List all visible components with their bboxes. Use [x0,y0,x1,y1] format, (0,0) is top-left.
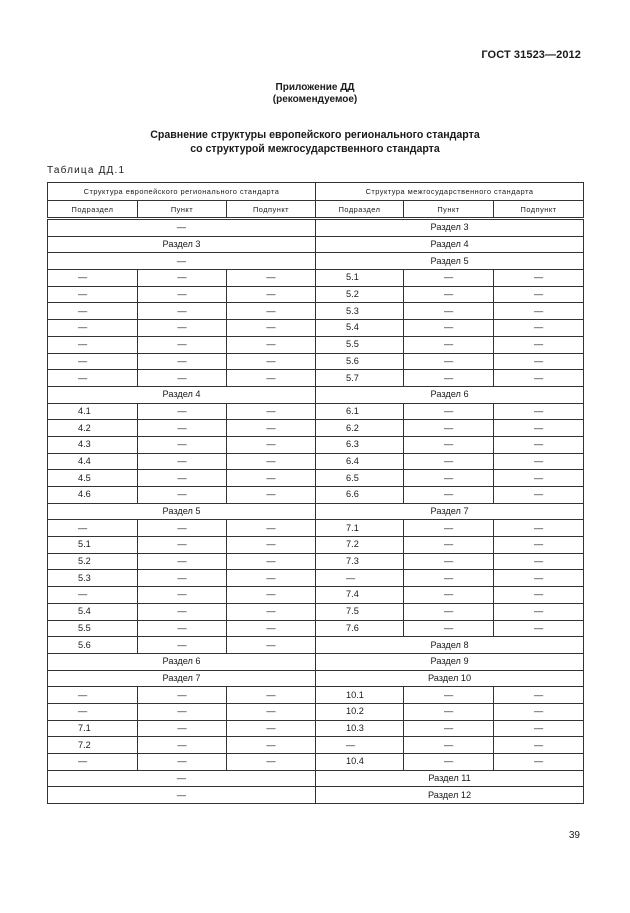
table-cell: — [404,403,494,420]
table-cell: — [404,286,494,303]
table-cell: — [138,487,227,504]
table-cell: 5.4 [316,320,404,337]
table-row [48,303,584,320]
table-cell: — [227,270,316,287]
table-cell: — [404,487,494,504]
table-cell: — [494,587,584,604]
table-cell: — [138,336,227,353]
table-cell: — [227,737,316,754]
table-cell: — [138,537,227,554]
table-row [48,553,584,570]
table-cell: — [227,487,316,504]
table-cell: — [138,620,227,637]
table-cell: — [227,537,316,554]
table-cell: — [48,320,138,337]
table-row [48,270,584,287]
table-cell: — [138,370,227,387]
table-cell: — [494,737,584,754]
table-cell: Раздел 7 [48,670,316,687]
table-row [48,453,584,470]
table-row [48,670,584,687]
table-cell: — [494,303,584,320]
table-cell: — [227,353,316,370]
table-cell: 7.1 [48,720,138,737]
table-cell: Раздел 6 [48,653,316,670]
table-cell: — [227,603,316,620]
column-header: Подпункт [494,201,584,219]
table-cell: — [227,336,316,353]
table-row [48,253,584,270]
table-cell: Раздел 7 [316,503,584,520]
table-cell: — [494,703,584,720]
table-cell: — [227,620,316,637]
table-cell: 4.5 [48,470,138,487]
table-cell: — [138,470,227,487]
table-cell: 7.1 [316,520,404,537]
table-cell: 7.2 [48,737,138,754]
table-cell: — [404,620,494,637]
table-cell: 5.5 [48,620,138,637]
table-row [48,787,584,804]
table-cell: 5.7 [316,370,404,387]
table-cell: — [48,353,138,370]
table-cell: — [494,453,584,470]
table-cell: — [494,720,584,737]
table-cell: 7.2 [316,537,404,554]
table-cell: — [494,470,584,487]
table-cell: — [494,754,584,771]
table-cell: Раздел 4 [316,236,584,253]
table-row [48,770,584,787]
table-cell: 10.4 [316,754,404,771]
table-cell: 4.6 [48,487,138,504]
table-row [48,653,584,670]
table-cell: — [48,703,138,720]
table-row [48,436,584,453]
table-cell: Раздел 8 [316,637,584,654]
table-cell: — [404,587,494,604]
table-cell: — [494,353,584,370]
table-cell: — [227,720,316,737]
table-cell: — [227,286,316,303]
table-cell: 5.1 [48,537,138,554]
table-cell: — [138,553,227,570]
table-cell: — [494,403,584,420]
table-cell: Раздел 3 [316,219,584,237]
table-row [48,370,584,387]
table-cell: — [404,320,494,337]
table-cell: — [404,754,494,771]
table-cell: 6.2 [316,420,404,437]
comparison-title-line2: со структурой межгосударственного стандарта [190,143,440,155]
document-code: ГОСТ 31523—2012 [481,49,581,61]
table-row [48,537,584,554]
table-cell: — [227,436,316,453]
table-cell: 6.5 [316,470,404,487]
table-cell: — [227,687,316,704]
table-cell: Раздел 5 [48,503,316,520]
comparison-heading [0,128,630,156]
table-row [48,754,584,771]
table-cell: — [404,520,494,537]
table-cell: 4.2 [48,420,138,437]
table-cell: — [404,570,494,587]
table-cell: 7.3 [316,553,404,570]
table-cell: 4.4 [48,453,138,470]
table-cell: 6.1 [316,403,404,420]
table-cell: 5.6 [316,353,404,370]
table-cell: — [138,436,227,453]
table-cell: — [404,336,494,353]
table-cell: — [138,703,227,720]
table-cell: Раздел 10 [316,670,584,687]
table-cell: 7.4 [316,587,404,604]
table-cell: — [48,770,316,787]
table-cell: — [494,370,584,387]
table-cell: — [227,303,316,320]
table-row [48,487,584,504]
table-cell: — [48,303,138,320]
table-cell: 7.6 [316,620,404,637]
table-cell: — [404,303,494,320]
table-cell: 4.3 [48,436,138,453]
table-row [48,219,584,237]
table-row [48,336,584,353]
table-cell: — [494,270,584,287]
table-cell: — [494,336,584,353]
table-cell: — [494,520,584,537]
table-cell: 10.3 [316,720,404,737]
table-cell: Раздел 9 [316,653,584,670]
table-cell: 7.5 [316,603,404,620]
table-cell: Раздел 5 [316,253,584,270]
table-cell: Раздел 12 [316,787,584,804]
structure-comparison-table [47,182,584,804]
group-header-interstate: Структура межгосударственного стандарта [316,183,584,201]
table-cell: — [138,687,227,704]
table-cell: 5.2 [316,286,404,303]
table-body [48,219,584,804]
table-cell: — [404,537,494,554]
table-cell: — [227,420,316,437]
table-cell: — [227,703,316,720]
table-cell: 5.6 [48,637,138,654]
table-cell: — [404,370,494,387]
table-cell: 5.4 [48,603,138,620]
table-cell: — [404,720,494,737]
table-cell: — [138,353,227,370]
table-row [48,286,584,303]
table-cell: — [138,720,227,737]
table-cell: — [227,320,316,337]
table-cell: 5.5 [316,336,404,353]
table-cell: — [404,470,494,487]
table-cell: — [494,537,584,554]
table-row [48,236,584,253]
table-cell: — [494,487,584,504]
table-row [48,520,584,537]
table-row [48,420,584,437]
table-cell: — [494,620,584,637]
table-cell: Раздел 4 [48,386,316,403]
table-row [48,353,584,370]
table-cell: — [227,570,316,587]
table-cell: — [227,470,316,487]
table-cell: — [494,320,584,337]
table-cell: — [404,703,494,720]
table-cell: 10.2 [316,703,404,720]
table-cell: — [48,336,138,353]
annex-heading [0,82,630,106]
table-cell: — [138,420,227,437]
table-cell: 5.2 [48,553,138,570]
table-cell: 5.3 [316,303,404,320]
table-cell: — [316,570,404,587]
table-row [48,570,584,587]
table-cell: — [138,403,227,420]
table-cell: — [494,436,584,453]
table-cell: 10.1 [316,687,404,704]
table-cell: — [48,754,138,771]
table-label: Таблица ДД.1 [47,165,126,176]
table-row [48,403,584,420]
column-header: Подраздел [48,201,138,219]
table-cell: — [138,320,227,337]
table-cell: — [48,587,138,604]
annex-subtitle: (рекомендуемое) [272,94,358,105]
table-cell: — [404,553,494,570]
table-row [48,603,584,620]
table-cell: — [316,737,404,754]
table-cell: Раздел 11 [316,770,584,787]
column-header: Пункт [138,201,227,219]
table-cell: — [138,270,227,287]
table-cell: — [494,420,584,437]
table-cell: — [138,303,227,320]
column-header: Подпункт [227,201,316,219]
table-cell: — [494,286,584,303]
table-row [48,470,584,487]
table-cell: — [404,603,494,620]
table-row [48,320,584,337]
table-cell: 5.1 [316,270,404,287]
column-header: Подраздел [316,201,404,219]
table-row [48,503,584,520]
table-row [48,386,584,403]
table-cell: — [494,553,584,570]
table-cell: 6.6 [316,487,404,504]
table-cell: — [494,570,584,587]
table-cell: — [404,436,494,453]
table-cell: — [48,270,138,287]
table-cell: 4.1 [48,403,138,420]
table-row [48,620,584,637]
table-row [48,637,584,654]
table-cell: Раздел 3 [48,236,316,253]
table-cell: — [138,637,227,654]
table-cell: — [404,687,494,704]
table-row [48,703,584,720]
table-row [48,720,584,737]
table-cell: — [138,453,227,470]
table-cell: — [227,520,316,537]
table-cell: — [404,270,494,287]
table-cell: — [227,637,316,654]
table-cell: Раздел 6 [316,386,584,403]
table-cell: — [138,737,227,754]
table-cell: — [48,253,316,270]
page-number: 39 [568,830,580,841]
column-header: Пункт [404,201,494,219]
table-cell: — [48,520,138,537]
table-cell: — [138,754,227,771]
table-cell: 5.3 [48,570,138,587]
table-cell: — [227,553,316,570]
table-cell: 6.3 [316,436,404,453]
table-cell: — [48,370,138,387]
table-cell: — [404,453,494,470]
comparison-title-line1: Сравнение структуры европейского регионального стандарта [150,129,480,141]
table-cell: — [138,570,227,587]
annex-title: Приложение ДД [275,82,355,93]
table-cell: — [227,453,316,470]
table-cell: — [227,587,316,604]
table-cell: — [404,353,494,370]
table-cell: — [48,787,316,804]
table-cell: — [138,587,227,604]
table-cell: — [48,286,138,303]
table-cell: 6.4 [316,453,404,470]
table-cell: — [404,737,494,754]
group-header-european: Структура европейского регионального стандарта [48,183,316,201]
table-cell: — [227,370,316,387]
table-cell: — [227,403,316,420]
table-row [48,587,584,604]
table-cell: — [138,603,227,620]
table-cell: — [48,219,316,237]
table-row [48,737,584,754]
table-cell: — [48,687,138,704]
table-cell: — [138,286,227,303]
table-cell: — [138,520,227,537]
table-row [48,687,584,704]
table-cell: — [494,603,584,620]
table-cell: — [404,420,494,437]
table-cell: — [227,754,316,771]
table-cell: — [494,687,584,704]
